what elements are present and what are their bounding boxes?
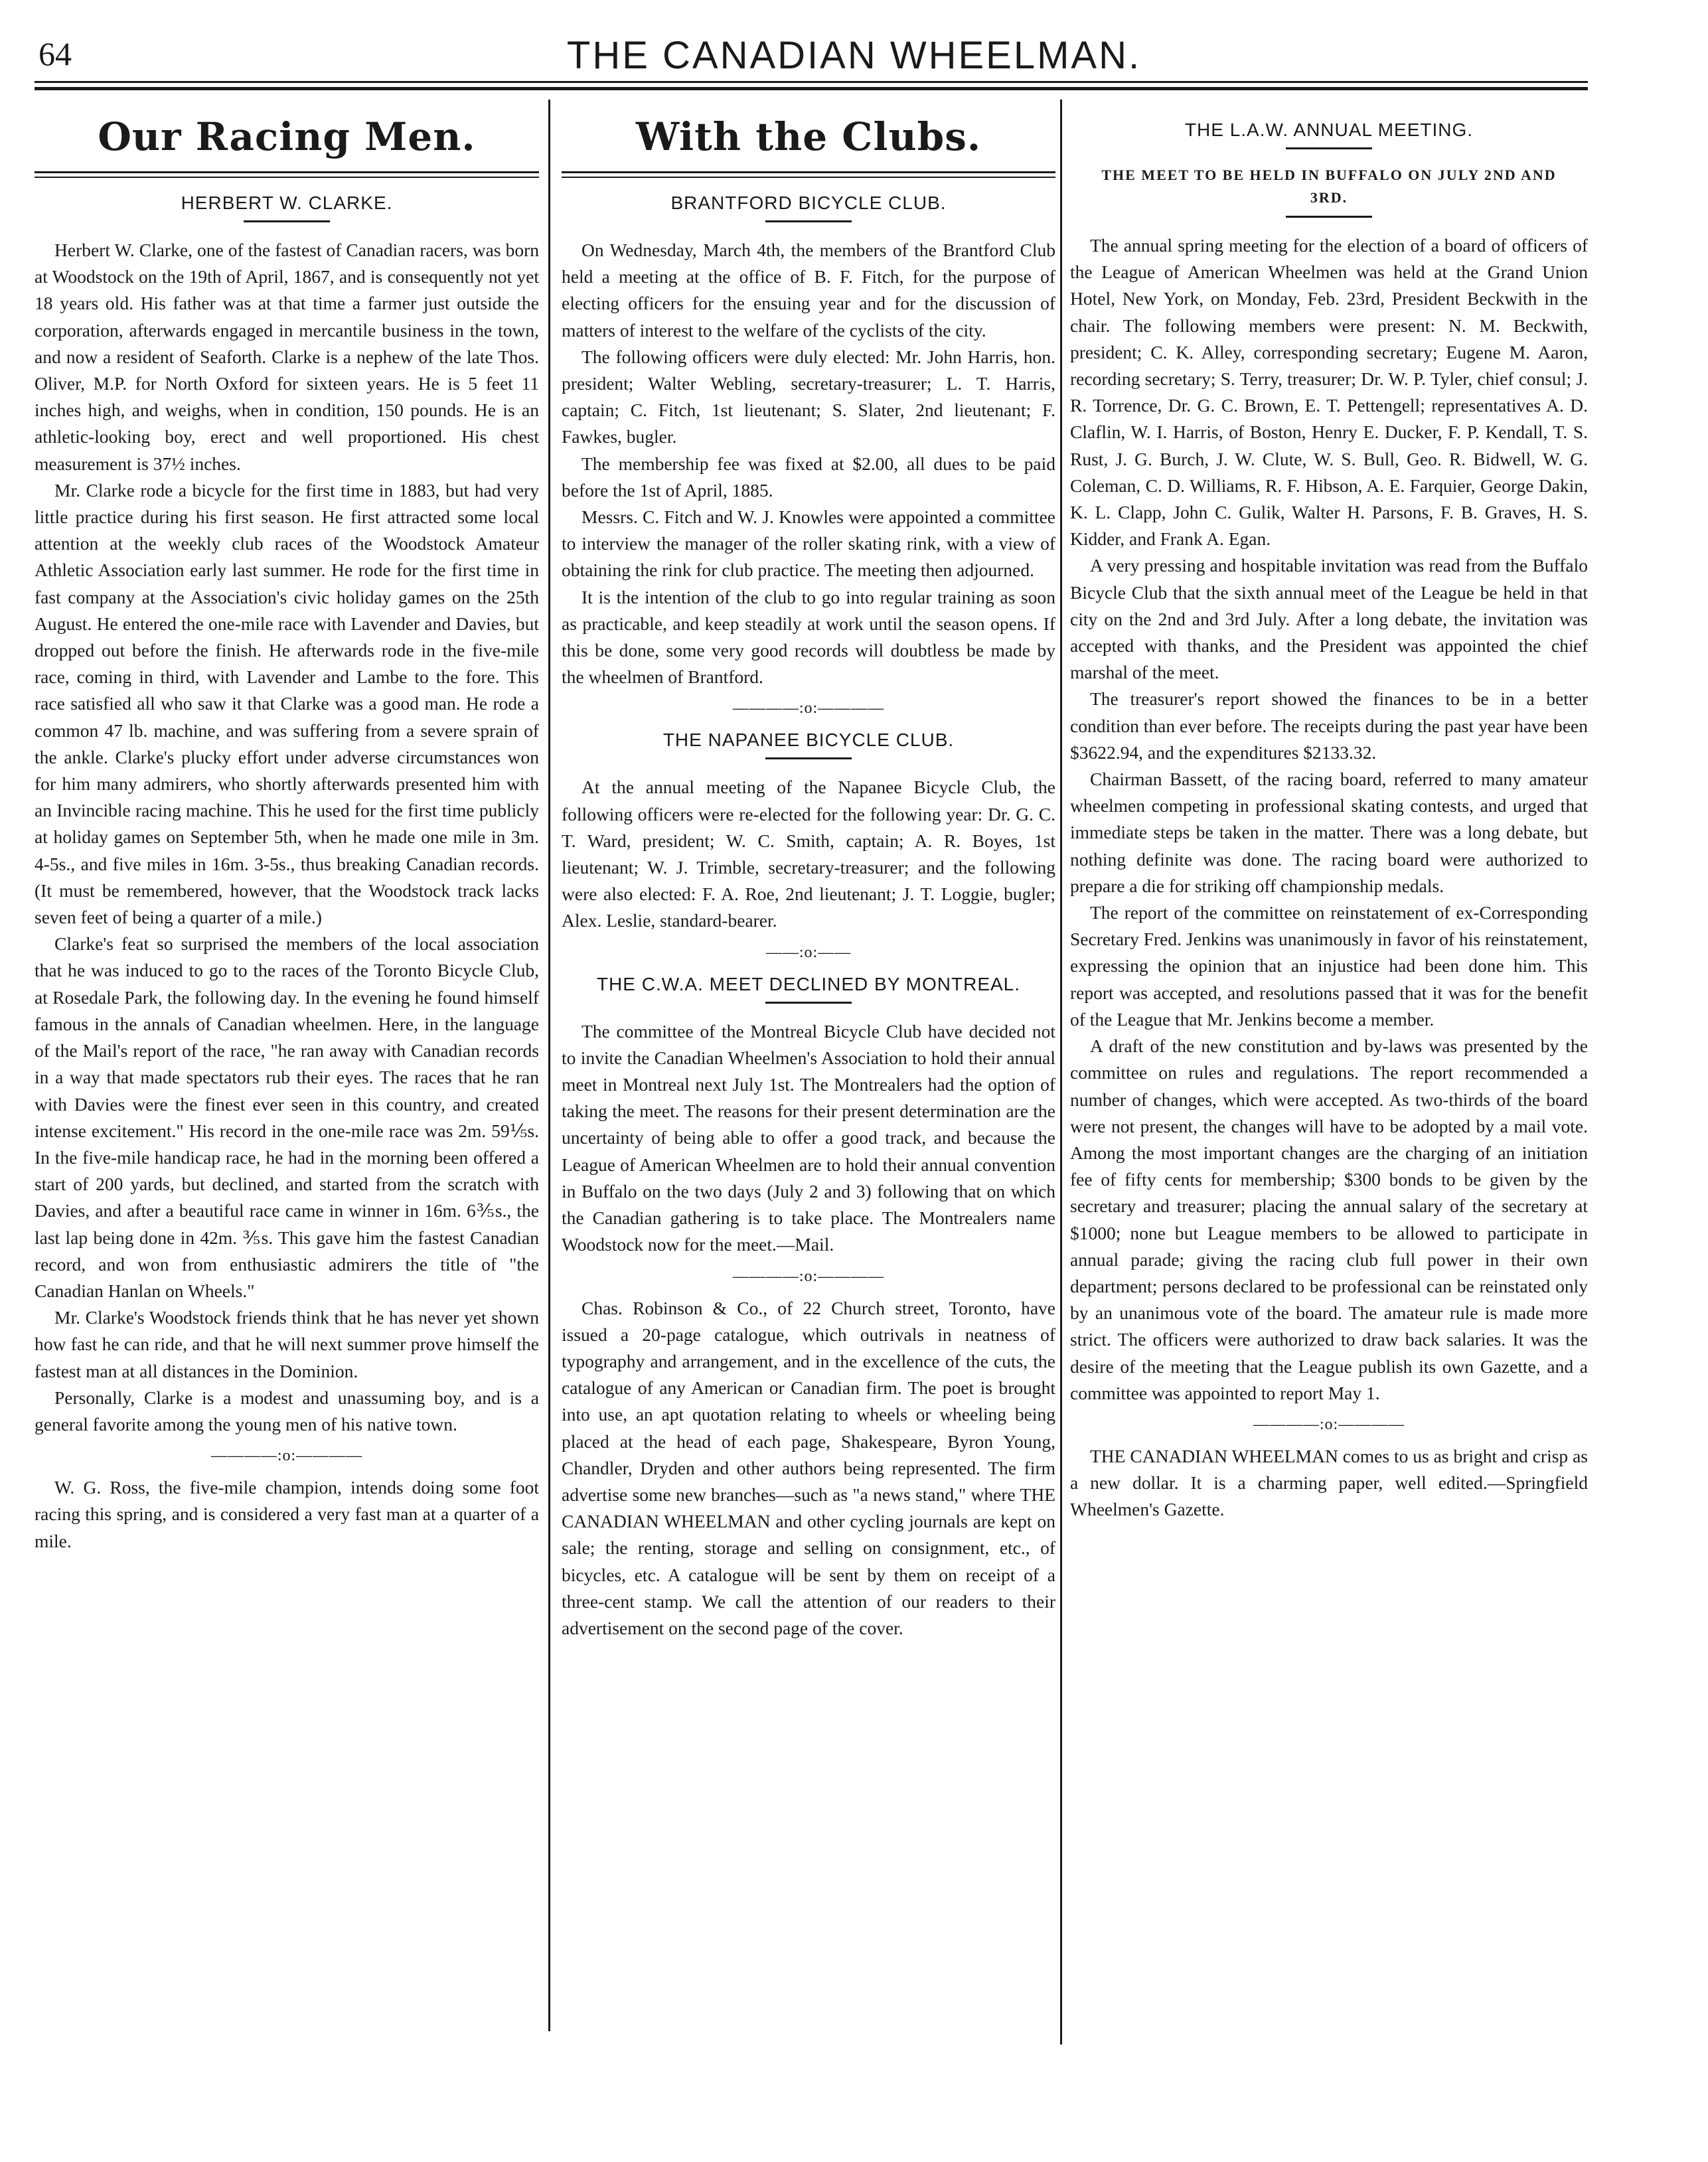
paragraph: A draft of the new constitution and by-laws was presented by the committee on rules and regulations. The report recommended a number of changes, which were accepted. As two-thirds of the board were not present, the changes will have to be adopted by a mail vote. Among the most important changes are the charging of an initiation fee of fifty cents for membership; $300 bonds to be given by the secretary and treasurer; placing the annual salary of the secretary at $1000; none but League members to be allowed to participate in annual parade; giving the racing club full power in their own department; persons declared to be professional can be reinstated only by an unanimous vote of the board. The amateur rule is made more strict. The officers were authorized to draw back salaries. It was the desire of the meeting that the League publish its own Gazette, and a committee was appointed to report May 1.: [1070, 1036, 1588, 1403]
paragraph: The annual spring meeting for the election of a board of officers of the League of American Wheelmen was held at the Grand Union Hotel, New York, on Monday, Feb. 23rd, President Beckwith in the chair. The following members were present: N. M. Beckwith, president; C. K. Alley, corresponding secretary; Eugene M. Aaron, recording secretary; S. Terry, treasurer; Dr. W. P. Tyler, chief consul; J. R. Torrence, Dr. G. C. Brown, E. T. Pettengell; representatives A. D. Claflin, W. I. Harris, of Boston, Henry E. Ducker, F. P. Kendall, T. S. Rust, J. G. Burch, J. W. Clute, W. S. Bull, Geo. R. Bidwell, W. G. Coleman, C. D. Williams, R. F. Hibson, A. E. Farquier, George Dakin, K. L. Clapp, John C. Gulik, Walter H. Parsons, F. B. Graves, H. S. Kidder, and Frank A. Egan.: [1070, 235, 1588, 550]
department-rule: [35, 171, 539, 178]
column-rule-2: [1060, 100, 1062, 2045]
column-with-the-clubs: [562, 100, 1055, 1642]
article-headline: HERBERT W. CLARKE.: [181, 193, 393, 213]
headline-rule: [765, 1002, 852, 1004]
paragraph: Mr. Clarke rode a bicycle for the first time in 1883, but had very little practice during his first season. He first attracted some local attention at the weekly club races of the Woodstock Amateur Athletic Association early last summer. He rode for the first time in fast company at the Association's civic holiday games on the 25th August. He entered the one-mile race with Lavender and Davies, but dropped out before the finish. He afterwards rode in the five-mile race, coming in third, with Lavender and Lambe to the fore. This race satisfied all who saw it that Clarke was a good man. He rode a common 47 lb. machine, and was suffering from a severe sprain of the ankle. Clarke's plucky effort under adverse circumstances won for him many admirers, who shortly afterwards presented him with an Invincible racing machine. This he used for the first time publicly at holiday games on September 5th, when he made one mile in 3m. 4-5s., and five miles in 16m. 3-5s., thus breaking Canadian records. (It must be remembered, however, that the Woodstock track lacks seven feet of being a quarter of a mile.): [35, 479, 539, 928]
paragraph: The treasurer's report showed the finances to be in a better condition than ever before. The receipts during the past year have been $3622.94, and the expenditures $2133.32.: [1070, 688, 1588, 763]
paragraph: The following officers were duly elected: Mr. John Harris, hon. president; Walter Webling, secretary-treasurer; L. T. Harris, captain; C. Fitch, 1st lieutenant; S. Slater, 2nd lieutenant; F. Fawkes, bugler.: [562, 346, 1055, 447]
section-divider: ————:o:————: [732, 700, 885, 718]
note-paragraph: THE CANADIAN WHEELMAN comes to us as bright and crisp as a new dollar. It is a charming paper, well edited.—Springfield Wheelmen's Gazette.: [1070, 1445, 1588, 1520]
headline-rule: [244, 220, 330, 222]
masthead-title: THE CANADIAN WHEELMAN.: [566, 34, 1142, 77]
section-divider: ————:o:————: [732, 1267, 885, 1285]
paragraph: The committee of the Montreal Bicycle Club have decided not to invite the Canadian Wheelmen's Association to hold their annual meet in Montreal next July 1st. The Montrealers had the option of taking the meet. The reasons for their present determination are the uncertainty of being able to offer a good track, and because the League of American Wheelmen are to hold their annual convention in Buffalo on the two days (July 2 and 3) following that on which the Canadian gathering is to take place. The Montrealers name Woodstock now for the meet.—Mail.: [562, 1020, 1055, 1255]
paragraph: The membership fee was fixed at $2.00, all dues to be paid before the 1st of April, 1885.: [562, 453, 1055, 501]
paragraph: Herbert W. Clarke, one of the fastest of Canadian racers, was born at Woodstock on the 19th of April, 1867, and is consequently not yet 18 years old. His father was at that time a farmer just outside the corporation, afterwards engaged in mercantile business in the town, and now a resident of Seaforth. Clarke is a nephew of the late Thos. Oliver, M.P. for North Oxford for sixteen years. He is 5 feet 11 inches high, and weighs, when in condition, 150 pounds. He is an athletic-looking boy, erect and well proportioned. His chest measurement is 37½ inches.: [35, 240, 539, 474]
column-law-annual-meeting: [1070, 100, 1588, 1523]
paragraph: Chas. Robinson & Co., of 22 Church street, Toronto, have issued a 20-page catalogue, which outrivals in neatness of typography and arrangement, and in the excellence of the cuts, the catalogue of any American or Canadian firm. The poet is brought into use, an apt quotation relating to wheels or wheeling being placed at the head of each page, Shakespeare, Byron Young, Chandler, Dryden and other authors being represented. The firm advertise some new branches—such as "a news stand," where THE CANADIAN WHEELMAN and other cycling journals are kept on sale; the renting, storage and selling on consignment, etc., of bicycles, etc. A catalogue will be sent by them on receipt of a three-cent stamp. We call the attention of our readers to their advertisement on the second page of the cover.: [562, 1297, 1055, 1638]
paragraph: Mr. Clarke's Woodstock friends think that he has never yet shown how fast he can ride, and that he will next summer prove himself the fastest man at all distances in the Dominion.: [35, 1307, 539, 1381]
article-subhead: THE MEET TO BE HELD IN BUFFALO ON JULY 2ND AND 3RD.: [1101, 167, 1557, 206]
paragraph: Chairman Bassett, of the racing board, referred to many amateur wheelmen competing in professional skating contests, and urged that immediate steps be taken in the matter. There was a long debate, but nothing definite was done. The racing board were authorized to prepare a die for striking off championship medals.: [1070, 769, 1588, 896]
department-title-racing: Our Racing Men.: [98, 114, 476, 159]
article-headline: THE C.W.A. MEET DECLINED BY MONTREAL.: [596, 973, 1021, 994]
headline-rule: [1286, 147, 1372, 149]
column-our-racing-men: [35, 100, 539, 1555]
column-rule-1: [548, 100, 550, 2031]
paragraph: It is the intention of the club to go into regular training as soon as practicable, and keep steadily at work until the season opens. If this be done, some very good records will doubtless be made by the wheelmen of Brantford.: [562, 586, 1055, 688]
page-number: 64: [39, 35, 72, 72]
article-headline: BRANTFORD BICYCLE CLUB.: [670, 193, 947, 213]
section-divider: ————:o:————: [210, 1447, 363, 1465]
paragraph: At the annual meeting of the Napanee Bicycle Club, the following officers were re-elected for the following year: Dr. G. C. T. Ward, president; W. C. Smith, captain; A. R. Boyes, 1st lieutenant; W. J. Trimble, secretary-treasurer; and the following were also elected: F. A. Roe, 2nd lieutenant; J. T. Loggie, bugler; Alex. Leslie, standard-bearer.: [562, 777, 1055, 931]
department-title-clubs: With the Clubs.: [635, 114, 982, 159]
note-paragraph: W. G. Ross, the five-mile champion, intends doing some foot racing this spring, and is considered a very fast man at a quarter of a mile.: [35, 1477, 539, 1551]
headline-rule: [765, 220, 852, 222]
paragraph: Personally, Clarke is a modest and unassuming boy, and is a general favorite among the young men of his native town.: [35, 1387, 539, 1434]
department-rule: [562, 171, 1055, 178]
masthead-rule-top: [35, 81, 1588, 83]
masthead-rule-bottom: [35, 87, 1588, 90]
paragraph: Messrs. C. Fitch and W. J. Knowles were appointed a committee to interview the manager of the roller skating rink, with a view of obtaining the rink for club practice. The meeting then adjourned.: [562, 506, 1055, 581]
paragraph: On Wednesday, March 4th, the members of the Brantford Club held a meeting at the office of B. F. Fitch, for the purpose of electing officers for the ensuing year and for the discussion of matters of interest to the welfare of the cyclists of the city.: [562, 240, 1055, 341]
article-headline: THE NAPANEE BICYCLE CLUB.: [662, 730, 955, 751]
paragraph: Clarke's feat so surprised the members of the local association that he was induced to go to the races of the Toronto Bicycle Club, at Rosedale Park, the following day. In the evening he found himself famous in the annals of Canadian wheelmen. Here, in the language of the Mail's report of the race, "he ran away with Canadian records in a way that made spectators rub their eyes. The races that he ran with Davies were the finest ever seen in this country, and created intense excitement." His record in the one-mile race was 2m. 59⅕s. In the five-mile handicap race, he had in the morning been offered a start of 200 yards, but declined, and started from the scratch with Davies, and after a beautiful race came in winner in 16m. 6⅗s., the last lap being done in 42m. ⅗s. This gave him the fastest Canadian record, and won from enthusiastic admirers the title of "the Canadian Hanlan on Wheels.": [35, 933, 539, 1301]
section-divider: ————:o:————: [1253, 1415, 1405, 1433]
subhead-rule: [1286, 216, 1372, 218]
paragraph: A very pressing and hospitable invitation was read from the Buffalo Bicycle Club that the sixth annual meet of the League be held in that city on the 2nd and 3rd July. After a long debate, the invitation was accepted with thanks, and the President was appointed the chief marshal of the meet.: [1070, 555, 1588, 683]
section-divider: ——:o:——: [765, 943, 852, 961]
article-headline: THE L.A.W. ANNUAL MEETING.: [1184, 119, 1474, 140]
headline-rule: [765, 757, 852, 759]
paragraph: The report of the committee on reinstatement of ex-Corresponding Secretary Fred. Jenkins was unanimously in favor of his reinstatement, expressing the opinion that an injustice had been done him. This report was accepted, and resolutions passed that it was for the benefit of the League that Mr. Jenkins become a member.: [1070, 902, 1588, 1030]
